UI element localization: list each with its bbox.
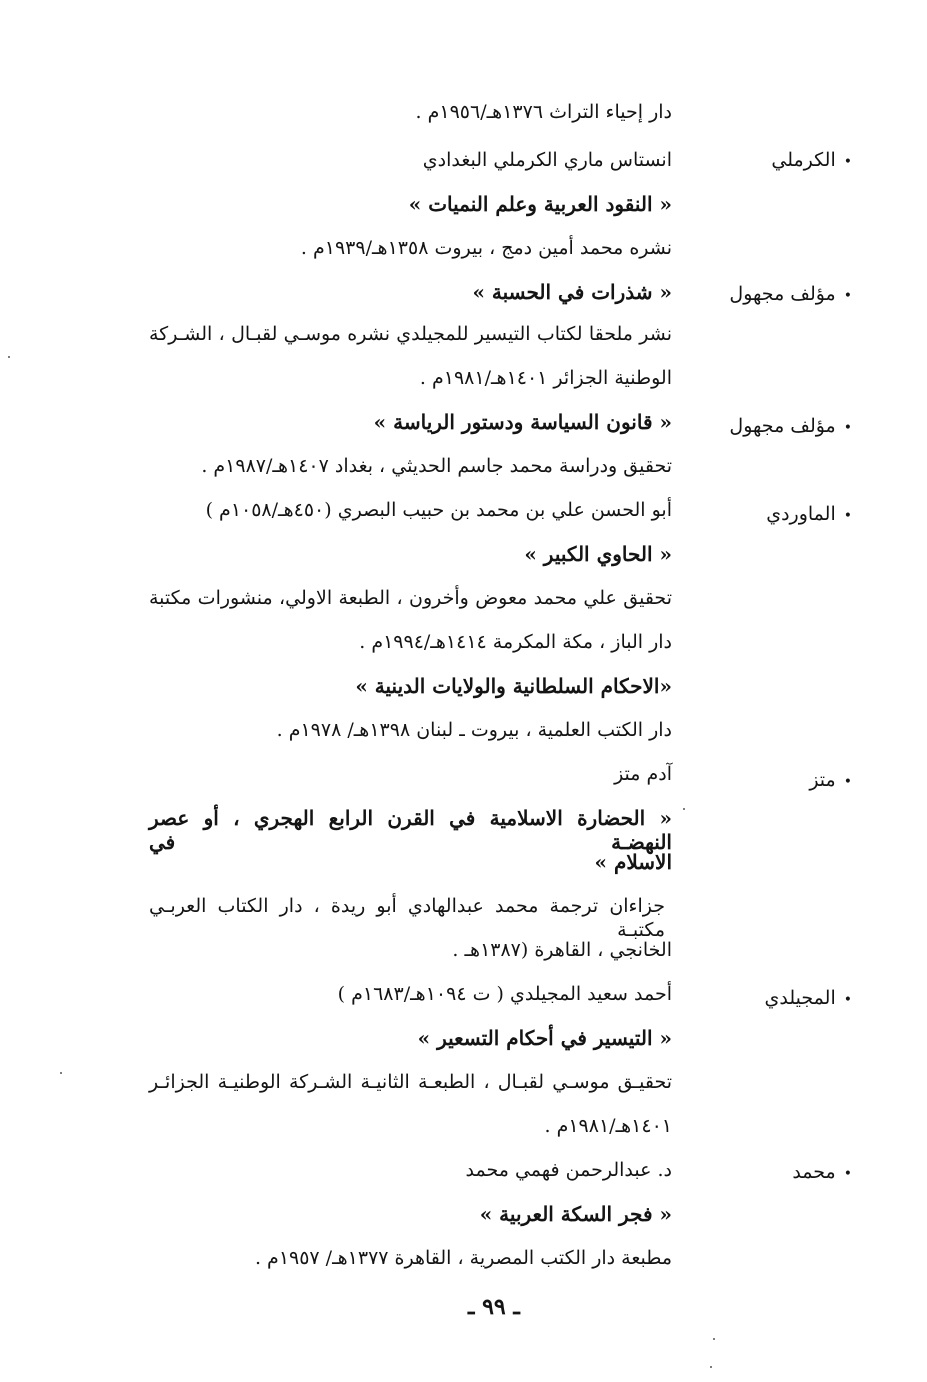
book-title: « فجر السكة العربية » [479, 1202, 672, 1226]
entry-key-label: مؤلف مجهول [729, 415, 836, 437]
book-title: «الاحكام السلطانية والولايات الدينية » [355, 674, 672, 698]
book-title: « الحاوي الكبير » [524, 542, 672, 566]
publication-line: الخانجي ، القاهرة (١٣٨٧هـ . [452, 939, 672, 961]
bullet: • [843, 774, 852, 790]
publication-line: جزاءان ترجمة محمد عبدالهادي أبو ريدة ، دار الكتاب العربـي مكتبـة [149, 895, 665, 941]
entry-key-label: الماوردي [766, 503, 836, 525]
book-title: « النقود العربية وعلم النميات » [408, 192, 672, 216]
scan-speck [8, 356, 10, 358]
scan-speck [60, 1072, 62, 1074]
entry-key-label: الكرملي [771, 149, 836, 171]
author-line: أحمد سعيد المجيلدي ( ت ١٠٩٤هـ/١٦٨٣م ) [337, 983, 672, 1005]
bullet: • [843, 508, 852, 524]
entry-key-anonymous-2 [729, 414, 852, 440]
entry-key-mez [809, 768, 852, 794]
author-line: د. عبدالرحمن فهمي محمد [465, 1159, 672, 1181]
entry-key-label: محمد [792, 1161, 836, 1183]
entry-key-anonymous-1 [729, 282, 852, 308]
book-title: « شذرات في الحسبة » [472, 280, 672, 304]
publication-line: تحقيق علي محمد معوض وأخرون ، الطبعة الاولي، منشورات مكتبة [149, 587, 672, 609]
bullet: • [843, 154, 852, 170]
author-line: آدم متز [614, 763, 672, 785]
publication-line: تحقيق ودراسة محمد جاسم الحديثي ، بغداد ١٤٠٧هـ/١٩٨٧م . [201, 455, 672, 477]
publication-line: الوطنية الجزائر ١٤٠١هـ/١٩٨١م . [419, 367, 672, 389]
entry-key-label: متز [809, 769, 836, 791]
book-title: « الحضارة الاسلامية في القرن الرابع الهجري ، أو عصر النهضـة في [149, 806, 672, 854]
entry-key-karmali [771, 148, 852, 174]
entry-key-label: المجيلدي [764, 987, 836, 1009]
publication-line: دار الكتب العلمية ، بيروت ـ لبنان ١٣٩٨هـ/ ١٩٧٨م . [276, 719, 672, 741]
scan-speck [683, 808, 685, 810]
book-title: « قانون السياسة ودستور الرياسة » [373, 410, 672, 434]
publication-line: تحقيـق موسـي لقبـال ، الطبعـة الثانيـة الشـركة الوطنيـة الجزائـر [149, 1071, 672, 1093]
publication-line: نشره محمد أمين دمج ، بيروت ١٣٥٨هـ/١٩٣٩م . [300, 237, 672, 259]
publication-line: نشر ملحقا لكتاب التيسير للمجيلدي نشره موسـي لقبـال ، الشـركة [149, 323, 672, 345]
book-title: « التيسير في أحكام التسعير » [417, 1026, 672, 1050]
page-number: ـ ٩٩ ـ [468, 1294, 520, 1320]
entry-key-muhammad [792, 1160, 852, 1186]
publication-line: ١٤٠١هـ/١٩٨١م . [544, 1115, 672, 1137]
book-title-continued: الاسلام » [594, 850, 672, 874]
scan-speck [713, 1338, 715, 1340]
entry-key-mawardi [766, 502, 852, 528]
bullet: • [843, 288, 852, 304]
bullet: • [843, 1166, 852, 1182]
publication-line: مطبعة دار الكتب المصرية ، القاهرة ١٣٧٧هـ/ ١٩٥٧م . [254, 1247, 672, 1269]
entry-key-mujayldi [765, 986, 852, 1012]
publication-line: دار الباز ، مكة المكرمة ١٤١٤هـ/١٩٩٤م . [359, 631, 672, 653]
bullet: • [843, 992, 852, 1008]
bullet: • [843, 420, 852, 436]
author-line: انستاس ماري الكرملي البغدادي [422, 149, 672, 171]
entry-key-label: مؤلف مجهول [729, 283, 836, 305]
scan-speck [710, 1366, 712, 1368]
continuation-line: دار إحياء التراث ١٣٧٦هـ/١٩٥٦م . [415, 101, 672, 123]
author-line: أبو الحسن علي بن محمد بن حبيب البصري (٤٥٠هـ/١٠٥٨م ) [205, 499, 672, 521]
